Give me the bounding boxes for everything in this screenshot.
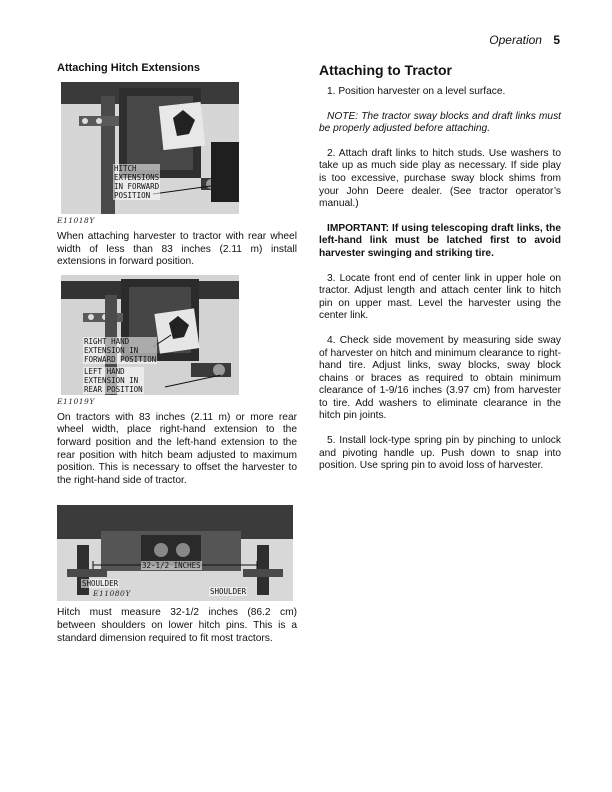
hitch-extensions-callout: HITCH EXTENSIONS IN FORWARD POSITION: [114, 164, 160, 200]
page-number: 5: [553, 33, 560, 47]
step-5: 5. Install lock-type spring pin by pinching to unlock and pivoting handle up. Push down to snap into position. Use spring pin to avoid loss of harvester.: [319, 435, 561, 472]
section-name: Operation: [489, 33, 542, 47]
figure-ref-3: E11080Y: [93, 589, 131, 599]
step-1: 1. Position harvester on a level surface.: [327, 86, 506, 97]
step-4: 4. Check side movement by measuring side sway of harvester on hitch and minimum clearance to right-hand tire. Adjust links, sway blocks, sway block chains or braces as required to obtain minimum clearance of 1-9/16 inches (3.97 cm) from harvester to tire. Add washers to eliminate clearance in the hitch pin joints.: [319, 334, 561, 422]
shoulder-right-label: SHOULDER: [210, 587, 247, 597]
left-heading: Attaching Hitch Extensions: [57, 62, 201, 74]
right-hand-extension-callout: RIGHT HAND EXTENSION IN FORWARD POSITION: [84, 336, 157, 364]
step-2: 2. Attach draft links to hitch studs. Use washers to take up as much side play as necessary. If side play is too excessive, purchase sway block shims from your John Deere dealer. (See tractor operator’s manual.): [319, 147, 561, 210]
figure-caption-2: On tractors with 83 inches (2.11 m) or more rear wheel width, place right-hand extension to the forward position and the left-hand extension to the rear position with hitch beam adjusted to maximum position. This is necessary to offset the harvester to the right-hand side of tractor.: [57, 411, 297, 486]
note: NOTE: The tractor sway blocks and draft links must be properly adjusted before attaching.: [319, 110, 561, 135]
hitch-measurement-photo: [57, 505, 293, 601]
right-column: [319, 62, 561, 485]
left-column: [57, 62, 297, 645]
measurement-label: 32-1/2 INCHES: [142, 561, 201, 571]
figure-caption-1: When attaching harvester to tractor with rear wheel width of less than 83 inches (2.11 m) install extensions in forward position.: [57, 231, 297, 268]
figure-caption-3: Hitch must measure 32-1/2 inches (86.2 cm) between shoulders on lower hitch pins. This is a standard dimension required to fit most tractors.: [57, 607, 297, 644]
shoulder-left-label: SHOULDER: [82, 579, 119, 589]
hitch-extensions-offset-photo: [61, 275, 239, 395]
hitch-extensions-forward-photo: [61, 82, 239, 214]
important-warning: IMPORTANT: If using telescoping draft links, the left-hand link must be latched first to avoid harvester swinging and striking tire.: [319, 222, 561, 259]
step-3: 3. Locate front end of center link in upper hole on tractor. Adjust length and attach center link to hitch pin on upper mast. Level the harvester using the center link.: [319, 272, 561, 322]
figure-ref-1: E11018Y: [57, 216, 95, 225]
page-header: [489, 33, 560, 47]
left-hand-extension-callout: LEFT HAND EXTENSION IN REAR POSITION: [84, 366, 143, 394]
figure-ref-2: E11019Y: [57, 396, 95, 406]
right-heading: Attaching to Tractor: [319, 62, 453, 78]
